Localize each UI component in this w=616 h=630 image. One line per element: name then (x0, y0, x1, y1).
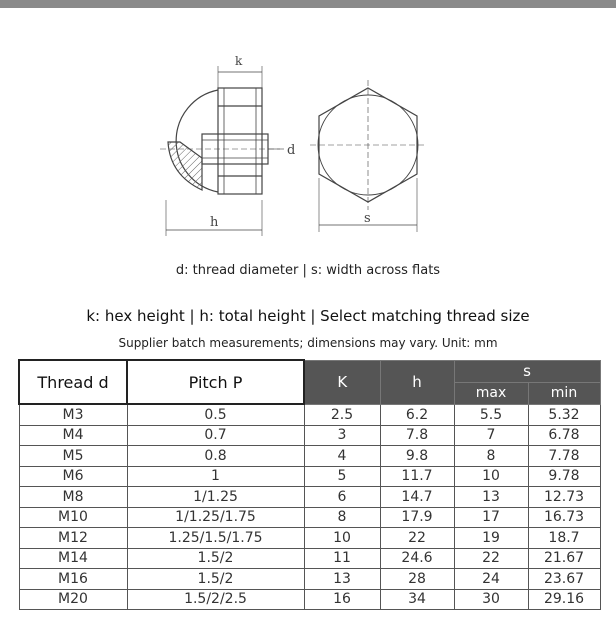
thread-cell: M6 (19, 466, 127, 487)
table-row (19, 528, 600, 549)
k-cell: 2.5 (304, 404, 380, 425)
s-min-cell: 9.78 (528, 466, 600, 487)
s-min-cell: 6.78 (528, 425, 600, 446)
h-cell: 28 (380, 569, 454, 590)
thread-cell: M5 (19, 446, 127, 467)
h-cell: 17.9 (380, 507, 454, 528)
thread-cell: M14 (19, 548, 127, 569)
header-thread: Thread d (19, 360, 127, 404)
s-min-cell: 16.73 (528, 507, 600, 528)
pitch-cell: 1 (127, 466, 304, 487)
dimension-table (18, 359, 601, 610)
s-min-cell: 21.67 (528, 548, 600, 569)
s-max-cell: 24 (454, 569, 528, 590)
caption-disclaimer: Supplier batch measurements; dimensions may vary. Unit: mm (118, 336, 498, 350)
pitch-cell: 0.7 (127, 425, 304, 446)
s-max-cell: 5.5 (454, 404, 528, 425)
pitch-cell: 1.5/2/2.5 (127, 589, 304, 610)
thread-cell: M12 (19, 528, 127, 549)
table-row (19, 404, 600, 425)
h-cell: 7.8 (380, 425, 454, 446)
header-s-min: min (528, 382, 600, 404)
thread-cell: M20 (19, 589, 127, 610)
thread-cell: M10 (19, 507, 127, 528)
h-cell: 9.8 (380, 446, 454, 467)
table-row (19, 548, 600, 569)
header-pitch: Pitch P (127, 360, 304, 404)
s-min-cell: 18.7 (528, 528, 600, 549)
table-row (19, 507, 600, 528)
k-cell: 16 (304, 589, 380, 610)
s-min-cell: 7.78 (528, 446, 600, 467)
s-max-cell: 8 (454, 446, 528, 467)
k-cell: 3 (304, 425, 380, 446)
caption-dimension-legend-2: k: hex height | h: total height | Select matching thread size (86, 307, 530, 325)
cap-nut-technical-drawing (150, 50, 430, 240)
s-max-cell: 22 (454, 548, 528, 569)
k-cell: 13 (304, 569, 380, 590)
pitch-cell: 1.5/2 (127, 548, 304, 569)
s-max-cell: 13 (454, 487, 528, 508)
table-header-row (19, 360, 600, 382)
s-min-cell: 12.73 (528, 487, 600, 508)
top-border-bar (0, 0, 616, 8)
pitch-cell: 1/1.25/1.75 (127, 507, 304, 528)
side-view (160, 66, 284, 236)
s-max-cell: 7 (454, 425, 528, 446)
dimension-label-k: k (235, 54, 243, 68)
thread-cell: M4 (19, 425, 127, 446)
header-h: h (380, 360, 454, 404)
table-row (19, 487, 600, 508)
caption-dimension-legend-1: d: thread diameter | s: width across flats (175, 263, 441, 278)
table-row (19, 425, 600, 446)
pitch-cell: 0.8 (127, 446, 304, 467)
k-cell: 8 (304, 507, 380, 528)
thread-cell: M3 (19, 404, 127, 425)
h-cell: 14.7 (380, 487, 454, 508)
dimension-label-d: d (287, 143, 296, 158)
h-cell: 11.7 (380, 466, 454, 487)
s-min-cell: 5.32 (528, 404, 600, 425)
top-view (310, 80, 426, 232)
s-min-cell: 23.67 (528, 569, 600, 590)
dimension-label-s: s (364, 211, 371, 226)
s-max-cell: 10 (454, 466, 528, 487)
h-cell: 34 (380, 589, 454, 610)
thread-cell: M16 (19, 569, 127, 590)
s-max-cell: 17 (454, 507, 528, 528)
header-k: K (304, 360, 380, 404)
header-s: s (454, 360, 600, 382)
table-row (19, 466, 600, 487)
h-cell: 24.6 (380, 548, 454, 569)
k-cell: 6 (304, 487, 380, 508)
table-row (19, 446, 600, 467)
pitch-cell: 1/1.25 (127, 487, 304, 508)
pitch-cell: 1.25/1.5/1.75 (127, 528, 304, 549)
k-cell: 5 (304, 466, 380, 487)
header-s-max: max (454, 382, 528, 404)
table-body (19, 404, 600, 610)
s-min-cell: 29.16 (528, 589, 600, 610)
table-row (19, 589, 600, 610)
k-cell: 10 (304, 528, 380, 549)
thread-cell: M8 (19, 487, 127, 508)
pitch-cell: 0.5 (127, 404, 304, 425)
table-row (19, 569, 600, 590)
h-cell: 6.2 (380, 404, 454, 425)
pitch-cell: 1.5/2 (127, 569, 304, 590)
s-max-cell: 19 (454, 528, 528, 549)
dimension-label-h: h (210, 215, 219, 230)
h-cell: 22 (380, 528, 454, 549)
s-max-cell: 30 (454, 589, 528, 610)
k-cell: 11 (304, 548, 380, 569)
k-cell: 4 (304, 446, 380, 467)
